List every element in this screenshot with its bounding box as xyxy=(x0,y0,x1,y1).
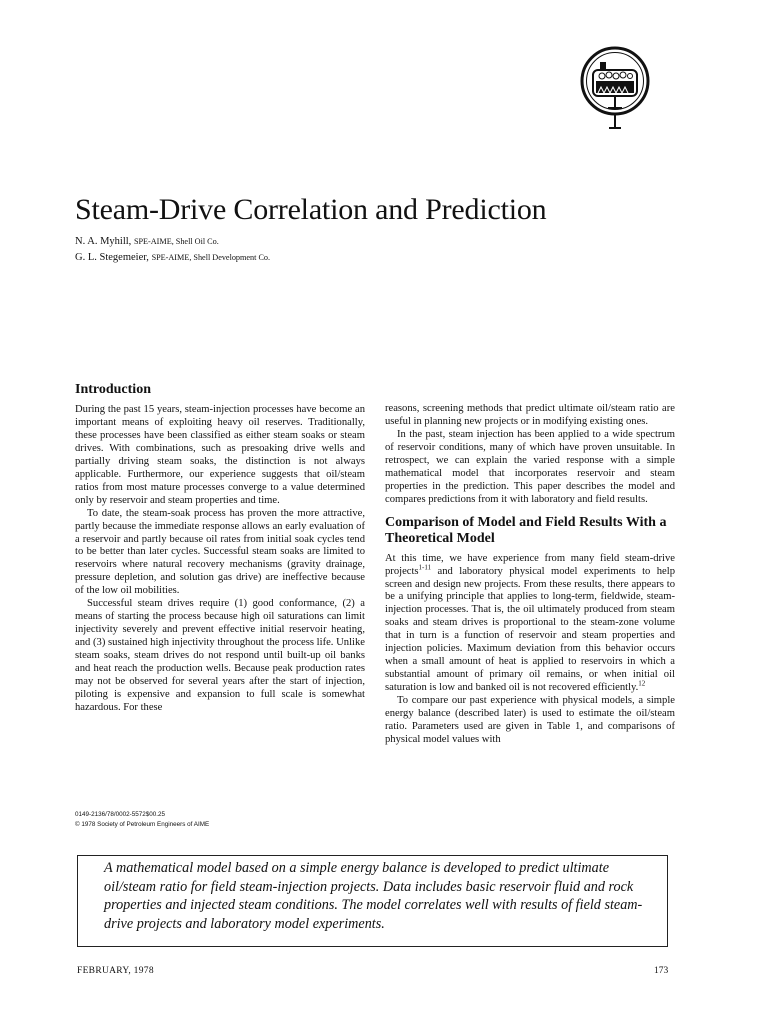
text-run: and laboratory physical model experiments to help screen and design new projects. From these results, there appears to be a unifying principle that applies to long-term, fieldwide, steam-injection processes. That is, the oil ultimately produced from steam soaks and steam drives is proportional to the steam-zone volume that in turn is a function of reservoir and steam properties and injection policies. Maximum deviation from this behavior occurs when a small amount of heat is applied to reservoirs in which a substantial amount of primary oil remains, or when initial oil saturation is low and banked oil is not recovered efficiently. xyxy=(385,565,675,694)
author-line xyxy=(75,236,219,247)
body-paragraph: In the past, steam injection has been applied to a wide spectrum of reservoir conditions, many of which have proven unsuitable. In retrospect, we can explain the varied response with a simple mathematical model that incorporates reservoir and steam properties in the prediction. This paper describes the model and compares predictions from it with laboratory and field results. xyxy=(385,428,675,505)
body-paragraph: Successful steam drives require (1) good conformance, (2) a means of starting the process because high oil saturations can limit injectivity severely and prevent effective initial reservoir heating, and (3) sustained high injectivity throughout the process life. Unlike steam soaks, steam drives do not respond until built-up oil banks and heat reach the production wells. Because peak production rates may not be observed for several years after the start of injection, piloting is expensive and expansion to full scale is somewhat hazardous. For these xyxy=(75,598,365,713)
body-paragraph: reasons, screening methods that predict ultimate oil/steam ratio are useful in planning new projects or in modifying existing ones. xyxy=(385,403,675,427)
steam-generator-emblem-icon xyxy=(580,44,650,130)
section-heading-comparison: Comparison of Model and Field Results With a Theoretical Model xyxy=(385,514,667,546)
paper-title: Steam-Drive Correlation and Prediction xyxy=(75,193,547,226)
citation-superscript: 1-11 xyxy=(418,563,432,572)
right-column xyxy=(385,403,675,747)
abstract-text: A mathematical model based on a simple energy balance is developed to predict ultimate oil/steam ratio for field steam-injection projects. Data includes basic reservoir fluid and rock properties and injected steam conditions. The model correlates well with results of field steam-drive projects and laboratory model experiments. xyxy=(104,860,643,932)
body-paragraph xyxy=(385,553,675,695)
author-line xyxy=(75,252,270,263)
body-paragraph: To compare our past experience with physical models, a simple energy balance (described later) is used to estimate the oil/steam ratio. Parameters used are given in Table 1, and comparisons of physical model values with xyxy=(385,695,675,745)
body-paragraph: To date, the steam-soak process has proven the more attractive, partly because the immediate response allows an early evaluation of a reservoir and partly because oil rates from initial soak cycles tend to be better than later cycles. Successful steam soaks are limited to reservoirs where natural recovery mechanisms (gravity drainage, pressure depletion, and solution gas drive) are ineffective because of the low oil mobilities. xyxy=(75,507,365,597)
author-name: N. A. Myhill, xyxy=(75,236,132,247)
citation-superscript: 12 xyxy=(638,679,646,688)
author-affiliation: SPE-AIME, Shell Development Co. xyxy=(151,253,271,262)
text-run: At this time, we have experience from many field steam-drive projects xyxy=(385,552,675,577)
copyright-block xyxy=(75,810,335,829)
copyright-code: 0149-2136/78/0002-5572$00.25 xyxy=(75,811,165,818)
page-number: 173 xyxy=(654,966,669,976)
footer-date: FEBRUARY, 1978 xyxy=(77,966,154,976)
section-heading-introduction: Introduction xyxy=(75,382,151,397)
body-paragraph: During the past 15 years, steam-injection processes have become an important means of exploiting heavy oil reserves. Traditionally, these processes have been classified as either steam soaks or steam drives. With combinations, such as presoaking drive wells and partially driving steam soaks, the distinction is not always applicable. Furthermore, our experience suggests that oil/steam ratios from most mature processes converge to a value determined only by reservoir and steam properties and time. xyxy=(75,404,365,506)
left-column xyxy=(75,382,365,715)
author-affiliation: SPE-AIME, Shell Oil Co. xyxy=(133,237,219,246)
author-name: G. L. Stegemeier, xyxy=(75,252,149,263)
copyright-notice: © 1978 Society of Petroleum Engineers of AIME xyxy=(75,820,210,828)
